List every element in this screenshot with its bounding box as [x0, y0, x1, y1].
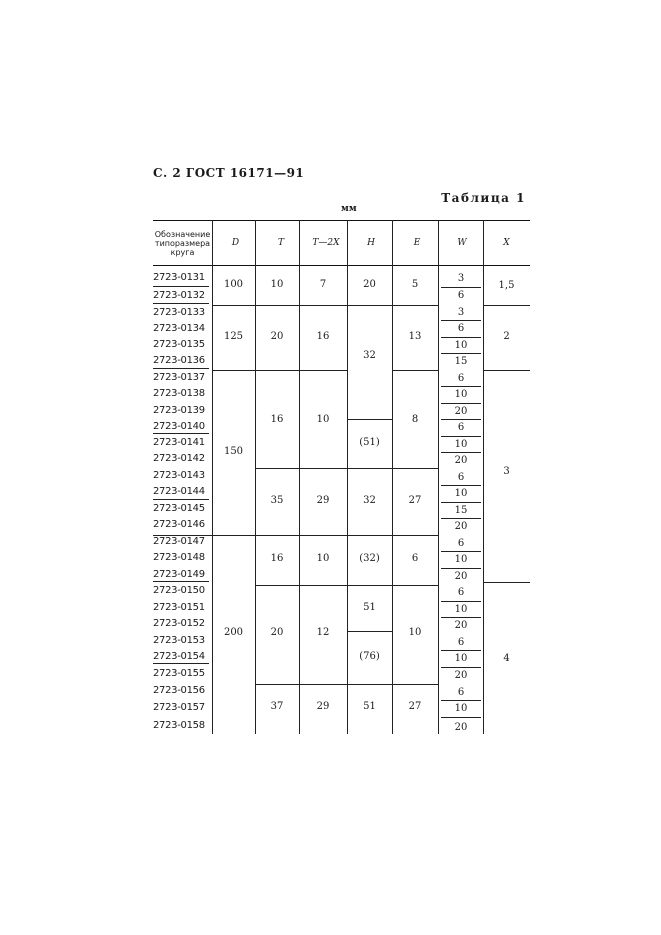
w-cell: 20 — [454, 521, 468, 532]
d-cell: 100 — [223, 279, 244, 290]
code-cell: 2723-0144 — [153, 486, 205, 497]
h-cell: 51 — [363, 701, 376, 712]
code-underline — [153, 286, 209, 287]
w-underline — [441, 551, 481, 552]
code-cell: 2723-0143 — [153, 470, 205, 481]
w-cell: 10 — [454, 488, 468, 499]
code-cell: 2723-0157 — [153, 702, 205, 713]
code-cell: 2723-0145 — [153, 503, 205, 514]
code-cell: 2723-0133 — [153, 307, 205, 318]
code-cell: 2723-0142 — [153, 453, 205, 464]
header-E: E — [413, 238, 421, 248]
col-separator — [212, 220, 213, 734]
code-underline — [153, 303, 209, 304]
header-H: H — [367, 238, 375, 248]
code-cell: 2723-0132 — [153, 290, 205, 301]
w-underline — [441, 502, 481, 503]
w-underline — [441, 452, 481, 453]
group-separator — [483, 582, 530, 583]
group-separator — [212, 305, 392, 306]
col-separator — [392, 220, 393, 734]
w-underline — [441, 436, 481, 437]
group-separator — [255, 684, 438, 685]
x-cell: 4 — [503, 653, 510, 664]
w-underline — [441, 337, 481, 338]
x-cell: 3 — [503, 466, 510, 477]
table-caption: Таблица 1 — [441, 191, 526, 205]
w-cell: 10 — [454, 554, 468, 565]
code-cell: 2723-0141 — [153, 437, 205, 448]
t2x-cell: 10 — [316, 553, 330, 564]
t2x-cell: 29 — [316, 701, 330, 712]
w-cell: 6 — [457, 373, 465, 384]
code-underline — [153, 433, 209, 434]
w-cell: 6 — [457, 538, 465, 549]
w-cell: 6 — [457, 323, 465, 334]
e-cell: 27 — [408, 495, 422, 506]
w-cell: 10 — [454, 340, 468, 351]
code-cell: 2723-0135 — [153, 339, 205, 350]
w-underline — [441, 717, 481, 718]
e-cell: 27 — [408, 701, 422, 712]
w-underline — [441, 650, 481, 651]
h-cell: 32 — [363, 495, 376, 506]
w-underline — [441, 568, 481, 569]
group-separator — [212, 370, 347, 371]
d-cell: 125 — [223, 331, 244, 342]
group-separator — [483, 370, 530, 371]
h-cell: (51) — [359, 437, 380, 448]
w-underline — [441, 386, 481, 387]
d-cell: 200 — [223, 627, 244, 638]
t2x-cell: 12 — [316, 627, 330, 638]
w-underline — [441, 667, 481, 668]
code-cell: 2723-0154 — [153, 651, 205, 662]
code-underline — [153, 581, 209, 582]
h-cell: 32 — [363, 350, 376, 361]
col-separator — [255, 220, 256, 734]
w-cell: 6 — [457, 587, 465, 598]
h-cell: 20 — [363, 279, 376, 290]
code-cell: 2723-0131 — [153, 272, 205, 283]
t2x-cell: 10 — [316, 414, 330, 425]
group-separator — [255, 468, 438, 469]
code-underline — [153, 499, 209, 500]
t-cell: 37 — [270, 701, 284, 712]
w-cell: 3 — [457, 273, 465, 284]
page-header: С. 2 ГОСТ 16171—91 — [153, 166, 305, 180]
group-separator — [392, 370, 438, 371]
group-separator — [255, 585, 438, 586]
header-code: Обозначение типоразмера круга — [154, 229, 211, 257]
w-cell: 3 — [457, 307, 465, 318]
h-cell: (76) — [359, 651, 380, 662]
code-cell: 2723-0156 — [153, 685, 205, 696]
w-cell: 20 — [454, 620, 468, 631]
w-underline — [441, 601, 481, 602]
w-underline — [441, 485, 481, 486]
x-cell: 1,5 — [498, 280, 515, 291]
code-cell: 2723-0153 — [153, 635, 205, 646]
code-underline — [153, 368, 209, 369]
w-cell: 6 — [457, 687, 465, 698]
t-cell: 16 — [270, 553, 284, 564]
w-cell: 10 — [454, 653, 468, 664]
w-cell: 20 — [454, 406, 468, 417]
t-cell: 20 — [270, 331, 284, 342]
header-D: D — [231, 238, 240, 248]
t-cell: 20 — [270, 627, 284, 638]
w-cell: 10 — [454, 604, 468, 615]
h-cell: 51 — [363, 602, 376, 613]
w-cell: 15 — [454, 356, 468, 367]
code-cell: 2723-0139 — [153, 405, 205, 416]
w-cell: 20 — [454, 722, 468, 733]
w-cell: 20 — [454, 670, 468, 681]
code-cell: 2723-0147 — [153, 536, 205, 547]
w-cell: 6 — [457, 472, 465, 483]
w-cell: 20 — [454, 455, 468, 466]
col-separator — [299, 220, 300, 734]
t2x-cell: 16 — [316, 331, 330, 342]
code-cell: 2723-0146 — [153, 519, 205, 530]
group-separator — [347, 419, 392, 420]
w-cell: 20 — [454, 571, 468, 582]
w-underline — [441, 353, 481, 354]
code-cell: 2723-0140 — [153, 421, 205, 432]
col-separator — [438, 220, 439, 734]
e-cell: 10 — [408, 627, 422, 638]
e-cell: 13 — [408, 331, 422, 342]
code-cell: 2723-0134 — [153, 323, 205, 334]
code-cell: 2723-0155 — [153, 668, 205, 679]
h-cell: (32) — [359, 553, 380, 564]
t-cell: 16 — [270, 414, 284, 425]
code-underline — [153, 663, 209, 664]
group-separator — [347, 631, 392, 632]
unit-label: мм — [341, 204, 357, 214]
d-cell: 150 — [223, 446, 244, 457]
code-cell: 2723-0150 — [153, 585, 205, 596]
code-cell: 2723-0152 — [153, 618, 205, 629]
w-underline — [441, 617, 481, 618]
w-underline — [441, 320, 481, 321]
w-underline — [441, 419, 481, 420]
group-separator — [392, 305, 438, 306]
w-underline — [441, 403, 481, 404]
w-cell: 6 — [457, 422, 465, 433]
w-cell: 10 — [454, 389, 468, 400]
code-cell: 2723-0158 — [153, 720, 205, 731]
header-W: W — [457, 238, 467, 248]
x-cell: 2 — [503, 331, 510, 342]
header-X: X — [503, 238, 510, 248]
t2x-cell: 7 — [319, 279, 327, 290]
e-cell: 8 — [411, 414, 419, 425]
w-cell: 10 — [454, 439, 468, 450]
w-cell: 15 — [454, 505, 468, 516]
group-separator — [483, 305, 530, 306]
code-cell: 2723-0148 — [153, 552, 205, 563]
w-cell: 10 — [454, 703, 468, 714]
t-cell: 35 — [270, 495, 284, 506]
code-cell: 2723-0136 — [153, 355, 205, 366]
header-T2X: T—2X — [312, 238, 340, 248]
w-underline — [441, 700, 481, 701]
t2x-cell: 29 — [316, 495, 330, 506]
header-T: T — [277, 238, 284, 248]
w-cell: 6 — [457, 637, 465, 648]
w-underline — [441, 287, 481, 288]
e-cell: 5 — [411, 279, 419, 290]
e-cell: 6 — [411, 553, 419, 564]
code-cell: 2723-0151 — [153, 602, 205, 613]
w-cell: 6 — [457, 290, 465, 301]
t-cell: 10 — [270, 279, 284, 290]
code-cell: 2723-0137 — [153, 372, 205, 383]
w-underline — [441, 518, 481, 519]
code-cell: 2723-0149 — [153, 569, 205, 580]
code-cell: 2723-0138 — [153, 388, 205, 399]
